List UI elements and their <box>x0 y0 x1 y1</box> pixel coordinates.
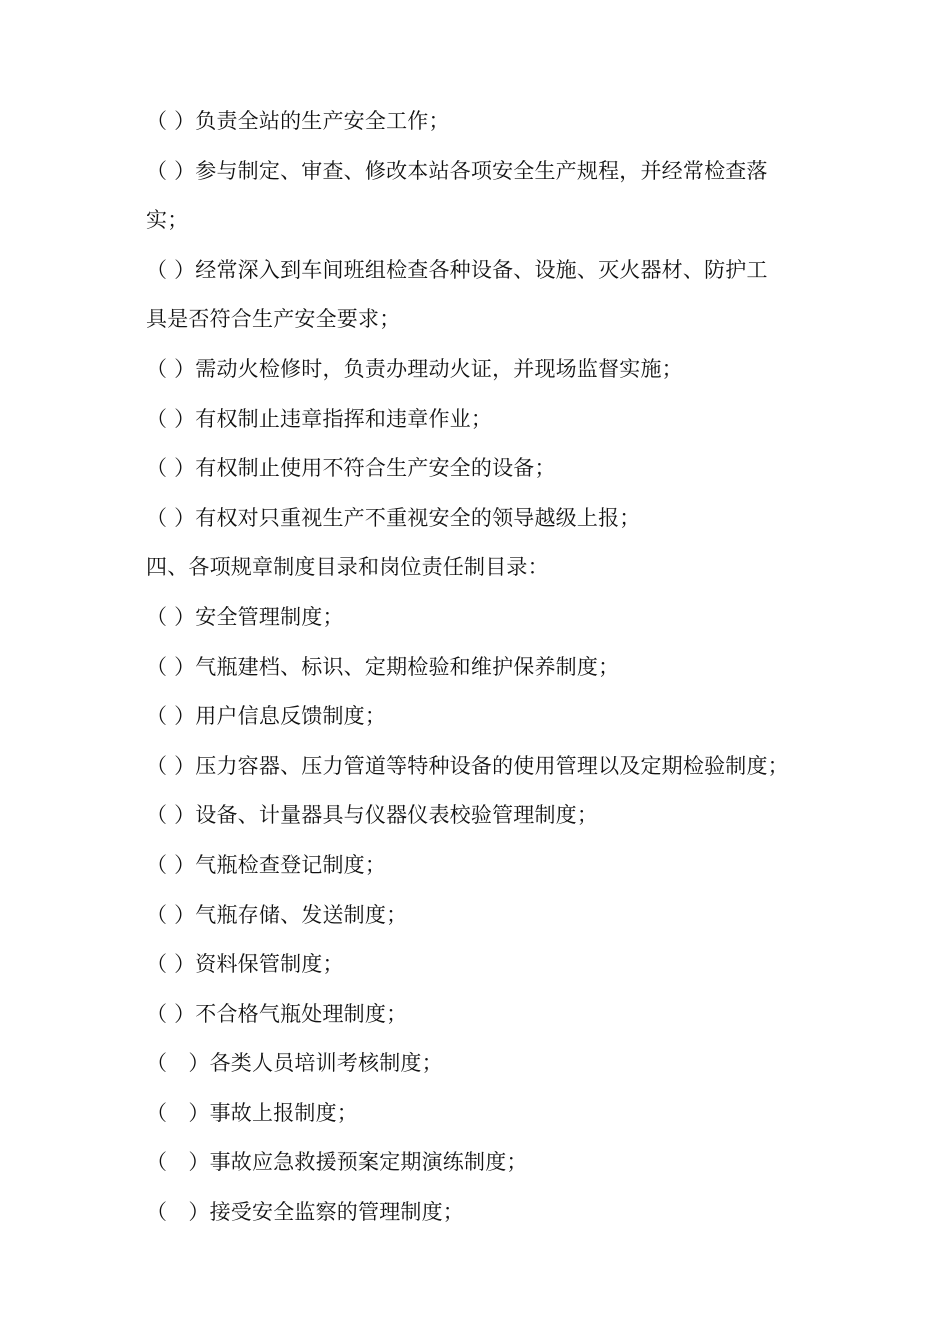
text-line: （ ）各类人员培训考核制度； <box>146 1051 443 1076</box>
text-line: （ ）接受安全监察的管理制度； <box>146 1200 464 1225</box>
text-line: （ ）设备、计量器具与仪器仪表校验管理制度； <box>146 803 599 828</box>
text-line: （ ）负责全站的生产安全工作； <box>146 109 450 133</box>
text-line: （ ）安全管理制度； <box>146 604 344 629</box>
text-line: （ ）气瓶建档、标识、定期检验和维护保养制度； <box>146 654 620 679</box>
text-line: （ ）参与制定、审查、修改本站各项安全生产规程，并经常检查落 <box>146 158 768 183</box>
text-line: （ ）气瓶检查登记制度； <box>146 852 387 877</box>
text-line: （ ）有权制止违章指挥和违章作业； <box>146 406 493 431</box>
section-heading: 四、各项规章制度目录和岗位责任制目录： <box>146 555 549 580</box>
text-line: （ ）有权对只重视生产不重视安全的领导越级上报； <box>146 505 641 530</box>
text-line: （ ）资料保管制度； <box>146 952 344 977</box>
text-line: （ ）需动火检修时，负责办理动火证，并现场监督实施； <box>146 356 683 381</box>
document-body <box>146 104 816 1245</box>
text-line: （ ）事故上报制度； <box>146 1100 358 1125</box>
text-line: （ ）有权制止使用不符合生产安全的设备； <box>146 456 556 481</box>
text-line: （ ）气瓶存储、发送制度； <box>146 902 408 927</box>
text-line: 实； <box>146 208 189 233</box>
text-line: （ ）不合格气瓶处理制度； <box>146 1001 408 1026</box>
text-line: （ ）用户信息反馈制度； <box>146 704 387 729</box>
text-line: （ ）事故应急救援预案定期演练制度； <box>146 1150 528 1175</box>
text-line: 具是否符合生产安全要求； <box>146 307 401 332</box>
text-line: （ ）压力容器、压力管道等特种设备的使用管理以及定期检验制度； <box>146 753 789 778</box>
text-line: （ ）经常深入到车间班组检查各种设备、设施、灭火器材、防护工 <box>146 257 768 282</box>
